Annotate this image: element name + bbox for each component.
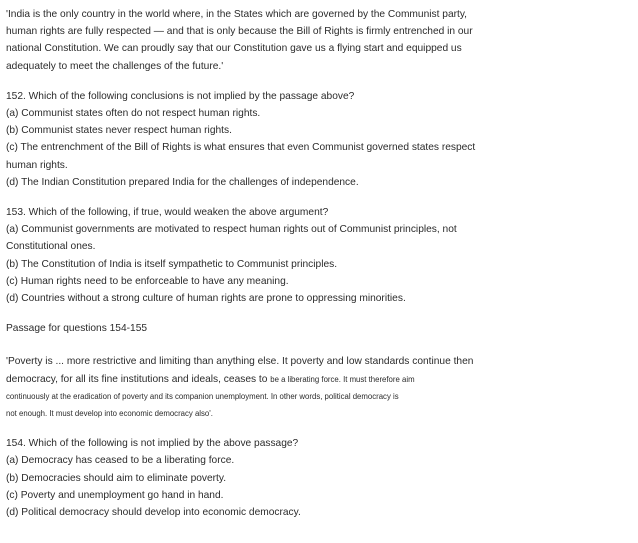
passage-one-line: 'India is the only country in the world where, in the States which are governed by the Communist party,	[6, 9, 467, 20]
question-text: 153. Which of the following, if true, would weaken the above argument?	[6, 207, 329, 219]
question-text: 152. Which of the following conclusions is not implied by the passage above?	[6, 90, 355, 102]
passage-two	[6, 353, 630, 422]
option-line: (b) The Constitution of India is itself sympathetic to Communist principles.	[6, 258, 338, 270]
option-line: (c) Poverty and unemployment go hand in hand.	[6, 489, 224, 501]
option-line: (c) The entrenchment of the Bill of Rights is what ensures that even Communist governed states respect	[6, 142, 476, 154]
passage-one-line: national Constitution. We can proudly say that our Constitution gave us a flying start and equipped us	[6, 43, 462, 55]
passage-two-line	[6, 371, 630, 388]
passage-heading	[6, 320, 630, 337]
passage-heading-text: Passage for questions 154-155	[6, 323, 148, 335]
passage-two-text: democracy, for all its fine institutions and ideals, ceases to	[6, 373, 271, 385]
passage-one-line: human rights are fully respected — and that is only because the Bill of Rights is firmly entrenched in our	[6, 26, 473, 38]
option-line: (a) Communist states often do not respect human rights.	[6, 108, 261, 120]
question-152	[6, 88, 630, 191]
option-line: human rights.	[6, 159, 68, 171]
passage-two-line: 'Poverty is ... more restrictive and limiting than anything else. It poverty and low standards continue then	[6, 356, 474, 368]
passage-two-text-small: be a liberating force. It must therefore aim	[270, 374, 415, 384]
question-text: 154. Which of the following is not implied by the above passage?	[6, 438, 299, 450]
passage-two-line: not enough. It must develop into economic democracy also'.	[6, 409, 213, 419]
option-line: (a) Democracy has ceased to be a liberating force.	[6, 455, 235, 467]
passage-one-line: adequately to meet the challenges of the future.'	[6, 60, 224, 72]
option-line: (d) Political democracy should develop into economic democracy.	[6, 507, 301, 519]
option-line: (b) Communist states never respect human rights.	[6, 125, 232, 137]
passage-one	[6, 6, 630, 75]
option-line: (d) The Indian Constitution prepared India for the challenges of independence.	[6, 176, 359, 188]
passage-two-line: continuously at the eradication of poverty and its companion unemployment. In other words, political democracy is	[6, 391, 399, 401]
option-line: (a) Communist governments are motivated to respect human rights out of Communist principles, not	[6, 224, 457, 236]
option-line: (b) Democracies should aim to eliminate poverty.	[6, 472, 227, 484]
option-line: (d) Countries without a strong culture of human rights are prone to oppressing minorities.	[6, 293, 406, 305]
question-154	[6, 435, 630, 521]
question-153	[6, 204, 630, 307]
option-line: Constitutional ones.	[6, 241, 96, 253]
option-line: (c) Human rights need to be enforceable to have any meaning.	[6, 275, 289, 287]
